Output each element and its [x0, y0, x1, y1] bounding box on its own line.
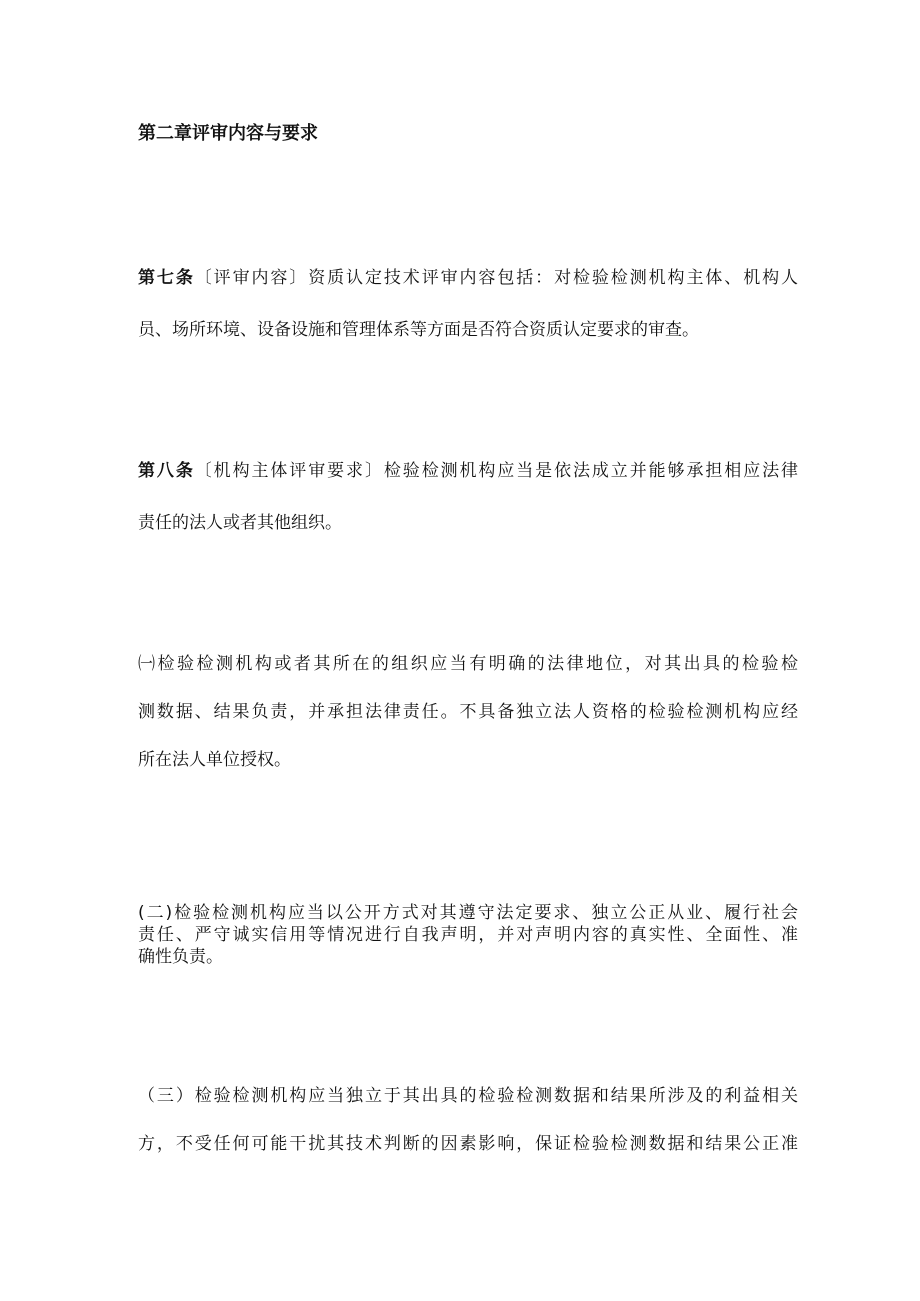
item-3-line-2: 方，不受任何可能干扰其技术判断的因素影响，保证检验检测数据和结果公正准 [138, 1134, 798, 1154]
article-8-line-1 [138, 459, 798, 483]
article-7-line-1 [138, 266, 798, 290]
chapter-title: 第二章评审内容与要求 [138, 123, 318, 144]
item-2-line-3: 确性负责。 [138, 947, 223, 967]
article-8-label: 第八条 [138, 461, 195, 481]
item-2-line-1: (二)检验检测机构应当以公开方式对其遵守法定要求、独立公正从业、履行社会 [138, 903, 798, 923]
article-7-text: 〔评审内容〕资质认定技术评审内容包括：对检验检测机构主体、机构人 [194, 268, 798, 288]
item-2-line-2: 责任、严守诚实信用等情况进行自我声明，并对声明内容的真实性、全面性、准 [138, 925, 798, 945]
article-7-line-2: 员、场所环境、设备设施和管理体系等方面是否符合资质认定要求的审查。 [138, 320, 699, 340]
item-3-line-1: （三）检验检测机构应当独立于其出具的检验检测数据和结果所涉及的利益相关 [138, 1086, 798, 1106]
item-1-line-3: 所在法人单位授权。 [138, 750, 291, 770]
article-8-line-2: 责任的法人或者其他组织。 [138, 513, 342, 533]
article-7-label: 第七条 [138, 268, 195, 288]
item-1-line-2: 测数据、结果负责，并承担法律责任。不具备独立法人资格的检验检测机构应经 [138, 702, 798, 722]
article-8-text: 〔机构主体评审要求〕检验检测机构应当是依法成立并能够承担相应法律 [194, 461, 798, 481]
item-1-line-1: ㈠检验检测机构或者其所在的组织应当有明确的法律地位，对其出具的检验检 [138, 654, 798, 674]
